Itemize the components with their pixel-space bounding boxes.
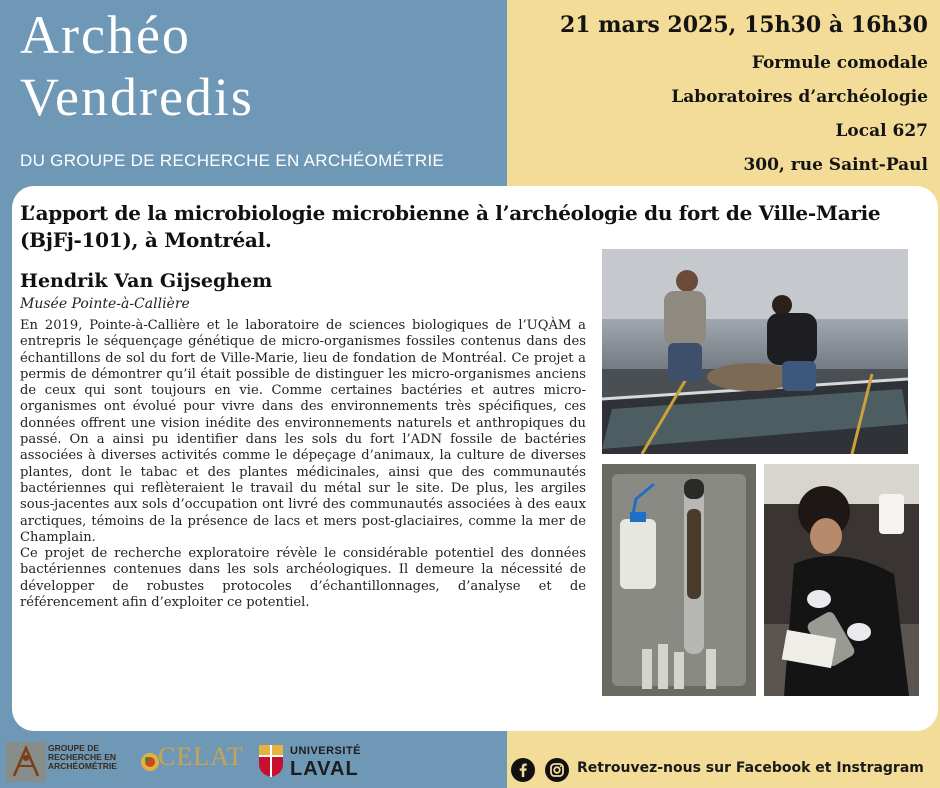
social-text: Retrouvez-nous sur Facebook et Instragram — [577, 760, 924, 776]
abstract-paragraph-2: Ce projet de recherche exploratoire révèle le considérable potentiel des données bactériennes contenues dans les sols archéologiques. Il demeure la nécessité de développer de robustes protocoles d’échantillonnages, d’analyse et de référencement afin d’exploiter ce potentiel. — [20, 546, 586, 611]
social-footer — [507, 748, 940, 784]
event-venue: Laboratoires d’archéologie — [671, 87, 928, 107]
photo-researcher — [764, 464, 919, 696]
laval-shield-icon — [258, 744, 284, 778]
speaker-name: Hendrik Van Gijseghem — [20, 270, 273, 292]
series-subtitle: DU GROUPE DE RECHERCHE EN ARCHÉOMÉTRIE — [20, 151, 445, 170]
series-title-line1: Archéo — [20, 5, 191, 65]
series-title — [20, 4, 254, 128]
cielat-logo-text: CELAT — [158, 742, 244, 771]
laval-line1: UNIVERSITÉ — [290, 745, 362, 757]
abstract — [20, 318, 586, 611]
series-title-line2: Vendredis — [20, 67, 254, 127]
talk-title: L’apport de la microbiologie microbienne à l’archéologie du fort de Ville-Marie (BjFj-101), à Montréal. — [20, 201, 881, 252]
instagram-icon[interactable] — [545, 758, 569, 782]
grae-logo-text: GROUPE DE RECHERCHE EN ARCHÉOMÉTRIE — [48, 743, 117, 771]
photo-core-sample — [602, 464, 756, 696]
abstract-paragraph-1: En 2019, Pointe-à-Callière et le laboratoire de sciences biologiques de l’UQÀM a entrepris le séquençage génétique de micro-organismes fossiles contenus dans des échantillons de sol du fort de Ville-Marie, lieu de fondation de Montréal. Ce projet a permis de démontrer qu’il était possible de distinguer les micro-organismes anciens de ceux qui sont toujours en vie. Comme certaines bactéries et autres micro-organismes ont évolué pour vivre dans des environnements très spécifiques, ces données offrent une vision inédite des environnements naturels et anthropiques du passé. On a ainsi pu identifier dans les sols du fort l’ADN fossile de bactéries associées à diverses activités comme le dépeçage d’animaux, la culture de diverses plantes, dont le tabac et des plantes médicinales, ainsi que des communautés bactériennes qui reflèteraient le travail du métal sur le site. De plus, les argiles sous-jacentes aux sols d’occupation ont livré des communautés associées à des eaux arctiques, témoins de la présence de lacs et mers post-glaciaires, comme la mer de Champlain. — [20, 318, 586, 545]
speaker-affiliation: Musée Pointe-à-Callière — [20, 296, 190, 312]
laval-line2: LAVAL — [290, 758, 359, 780]
event-room: Local 627 — [835, 121, 928, 141]
event-format: Formule comodale — [751, 53, 928, 73]
event-address: 300, rue Saint-Paul — [743, 155, 928, 175]
event-info — [560, 8, 928, 178]
partner-logos — [0, 736, 507, 788]
facebook-icon[interactable] — [511, 758, 535, 782]
laval-logo-text — [290, 744, 361, 779]
grae-logo-icon — [6, 742, 46, 782]
event-date: 21 mars 2025, 15h30 à 16h30 — [559, 12, 928, 38]
photo-excavation — [602, 249, 908, 454]
